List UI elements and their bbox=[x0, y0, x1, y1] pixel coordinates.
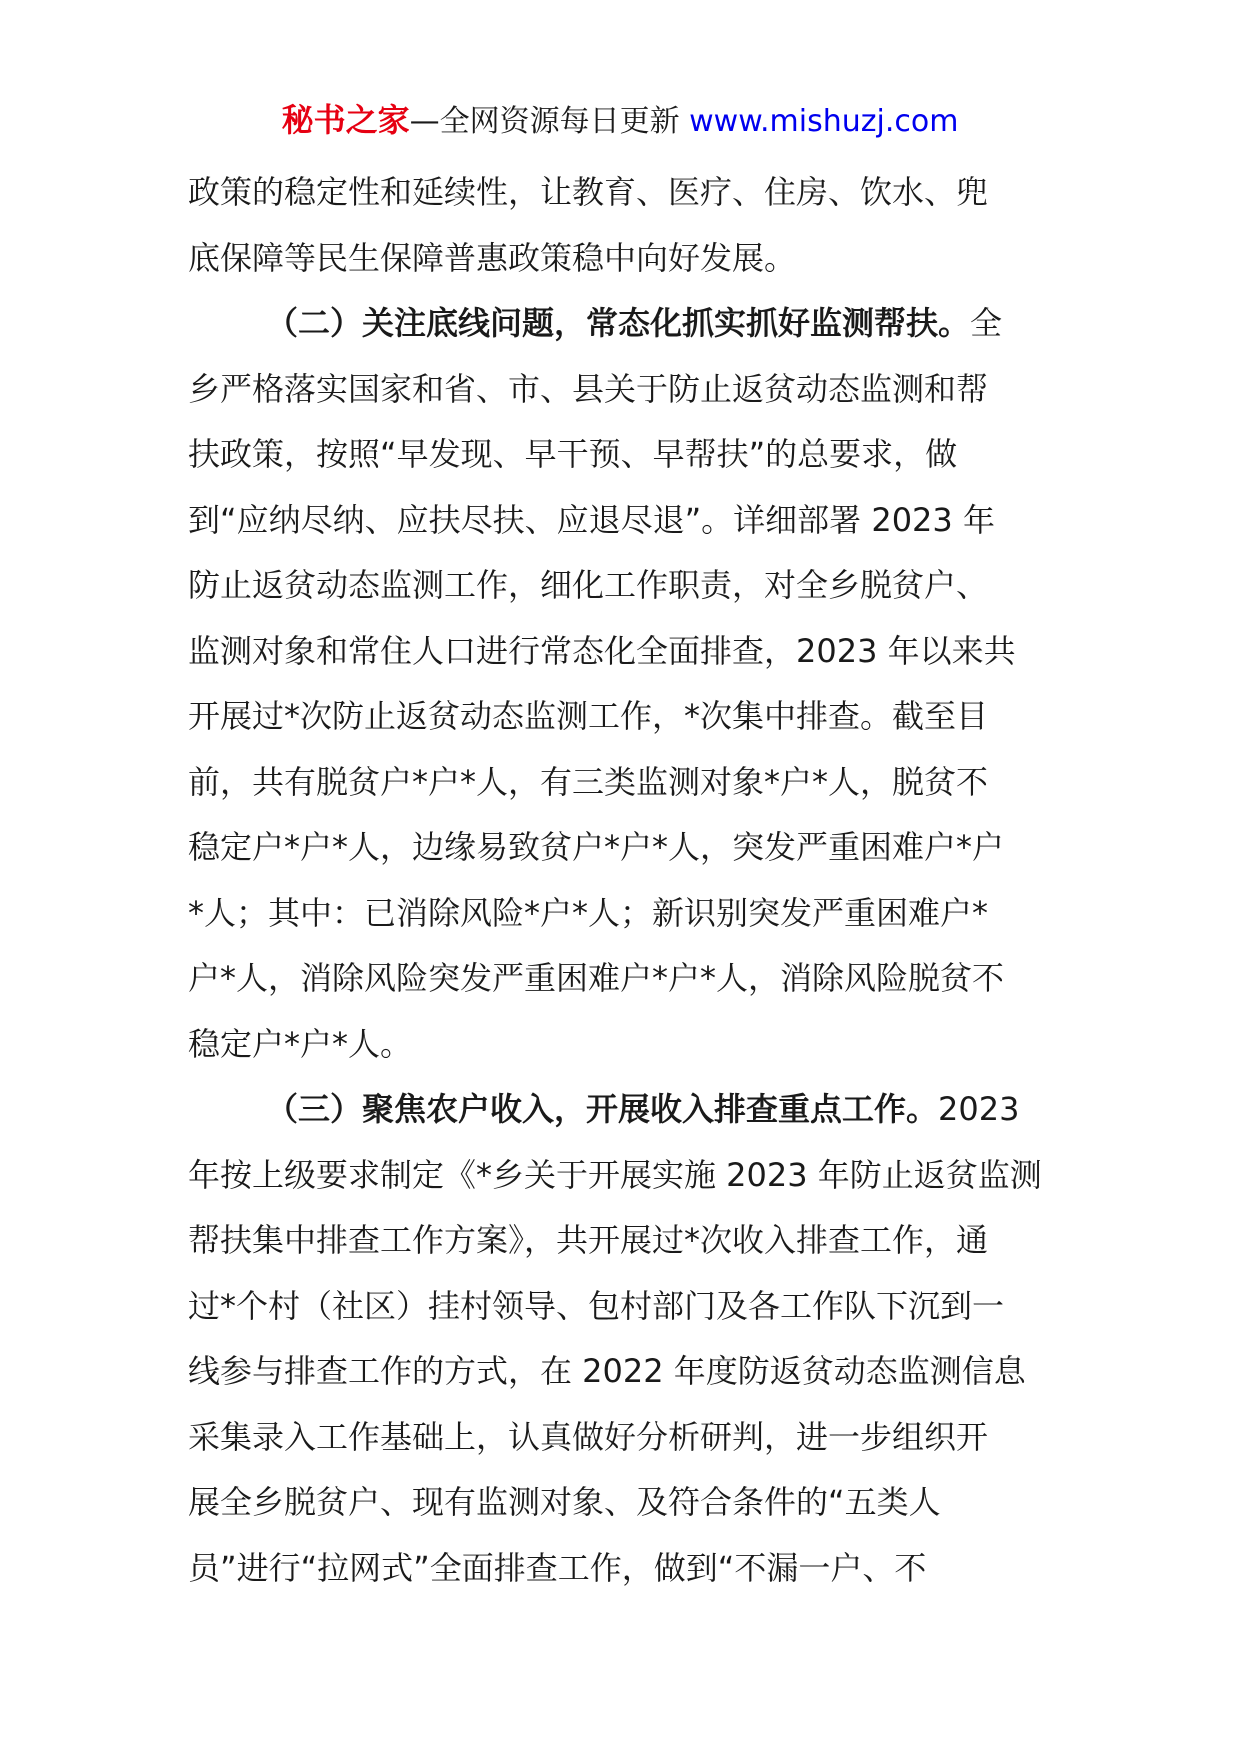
paragraph-first-line bbox=[188, 1077, 1058, 1143]
paragraph-line: 政策的稳定性和延续性，让教育、医疗、住房、饮水、兜 bbox=[188, 173, 989, 211]
section-heading-2: （二）关注底线问题，常态化抓实抓好监测帮扶。 bbox=[266, 304, 971, 342]
section-heading-3: （三）聚焦农户收入，开展收入排查重点工作。 bbox=[266, 1090, 939, 1128]
site-url-link[interactable]: www.mishuzj.com bbox=[689, 104, 959, 139]
paragraph-line: 前，共有脱贫户*户*人，有三类监测对象*户*人，脱贫不 bbox=[188, 762, 989, 801]
paragraph-text: 全 bbox=[970, 304, 1003, 342]
paragraph-line: 乡严格落实国家和省、市、县关于防止返贫动态监测和帮 bbox=[188, 369, 989, 408]
site-header bbox=[0, 100, 1240, 142]
paragraph-line: 帮扶集中排查工作方案》，共开展过*次收入排查工作，通 bbox=[188, 1221, 989, 1259]
paragraph-text: 2023 bbox=[938, 1090, 1020, 1128]
paragraph-line: 年按上级要求制定《*乡关于开展实施 2023 年防止返贫监测 bbox=[188, 1155, 1042, 1194]
paragraph-line: 员”进行“拉网式”全面排查工作，做到“不漏一户、不 bbox=[188, 1548, 927, 1587]
paragraph-line: 底保障等民生保障普惠政策稳中向好发展。 bbox=[188, 238, 797, 277]
paragraph-line: 过*个村（社区）挂村领导、包村部门及各工作队下沉到一 bbox=[188, 1286, 1005, 1325]
paragraph-line: 稳定户*户*人，边缘易致贫户*户*人，突发严重困难户*户 bbox=[188, 828, 1005, 866]
paragraph-line: 监测对象和常住人口进行常态化全面排查，2023 年以来共 bbox=[188, 631, 1016, 670]
paragraph-line: 展全乡脱贫户、现有监测对象、及符合条件的“五类人 bbox=[188, 1483, 941, 1521]
paragraph-line: 线参与排查工作的方式，在 2022 年度防返贫动态监测信息 bbox=[188, 1352, 1026, 1390]
paragraph-line: 防止返贫动态监测工作，细化工作职责，对全乡脱贫户、 bbox=[188, 566, 989, 604]
paragraph-line: 开展过*次防止返贫动态监测工作，*次集中排查。截至目 bbox=[188, 697, 989, 735]
paragraph-line: 扶政策，按照“早发现、早干预、早帮扶”的总要求，做 bbox=[188, 435, 958, 473]
site-tagline: —全网资源每日更新 bbox=[409, 104, 680, 139]
paragraph-line: 户*人，消除风险突发严重困难户*户*人，消除风险脱贫不 bbox=[188, 959, 1005, 997]
paragraph-line: 稳定户*户*人。 bbox=[188, 1024, 413, 1063]
paragraph-line: *人；其中：已消除风险*户*人；新识别突发严重困难户* bbox=[188, 893, 989, 932]
paragraph-line: 到“应纳尽纳、应扶尽扶、应退尽退”。详细部署 2023 年 bbox=[188, 500, 995, 539]
paragraph-line: 采集录入工作基础上，认真做好分析研判，进一步组织开 bbox=[188, 1417, 989, 1456]
paragraph-first-line bbox=[188, 291, 1058, 357]
site-brand: 秘书之家 bbox=[281, 101, 410, 139]
document-body bbox=[188, 160, 1058, 1601]
